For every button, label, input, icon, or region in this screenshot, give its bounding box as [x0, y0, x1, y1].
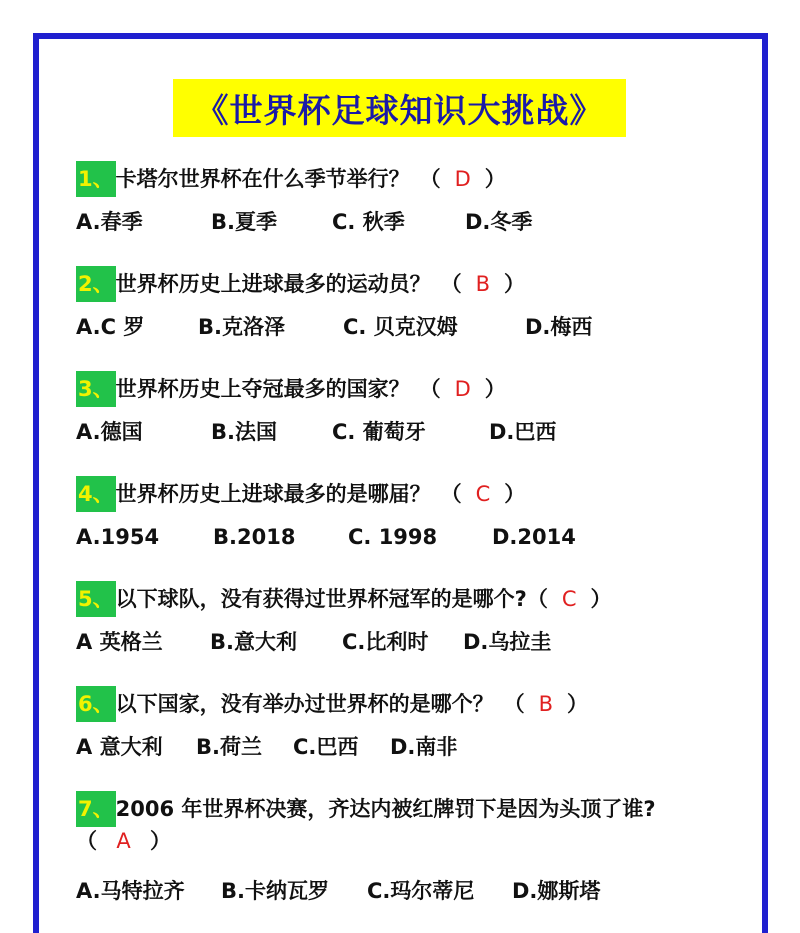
- option-b: B.夏季: [211, 210, 277, 234]
- option-b: B.卡纳瓦罗: [221, 879, 329, 903]
- option-c: C.比利时: [342, 630, 429, 654]
- question-1: [76, 164, 506, 194]
- question-number: 3、: [76, 371, 116, 407]
- paren-open: （: [526, 587, 548, 611]
- paren-close: ）: [567, 692, 589, 716]
- answer: A: [116, 829, 131, 853]
- paren-open: （: [419, 377, 441, 401]
- option-b: B.意大利: [210, 630, 297, 654]
- option-b: B.法国: [211, 420, 277, 444]
- question-3: [76, 374, 506, 404]
- question-text: 以下国家，没有举办过世界杯的是哪个？: [115, 692, 494, 716]
- question-number: 5、: [76, 581, 116, 617]
- paren-open: （: [440, 272, 462, 296]
- answer: D: [454, 167, 471, 191]
- option-d: D.乌拉圭: [463, 630, 552, 654]
- paren-close: ）: [504, 272, 526, 296]
- question-4: [76, 479, 525, 509]
- question-number: 4、: [76, 476, 116, 512]
- question-text: 世界杯历史上进球最多的运动员？: [115, 272, 431, 296]
- option-b: B.克洛泽: [198, 315, 285, 339]
- paren-close: ）: [504, 482, 526, 506]
- option-d: D.冬季: [465, 210, 533, 234]
- question-text: 2006 年世界杯决赛，齐达内被红牌罚下是因为头顶了谁?: [115, 797, 656, 821]
- option-d: D.巴西: [489, 420, 557, 444]
- option-d: D.南非: [390, 735, 458, 759]
- option-c: C.玛尔蒂尼: [367, 879, 475, 903]
- option-b: B.2018: [213, 525, 296, 549]
- question-number: 7、: [76, 791, 116, 827]
- question-7: [76, 794, 656, 824]
- option-c: C.巴西: [293, 735, 359, 759]
- option-c: C. 秋季: [332, 210, 405, 234]
- question-text: 世界杯历史上进球最多的是哪届？: [115, 482, 431, 506]
- answer: C: [475, 482, 491, 506]
- paren-open: （: [419, 167, 441, 191]
- option-c: C. 葡萄牙: [332, 420, 426, 444]
- question-7-answer-line: [76, 824, 171, 858]
- question-text: 世界杯历史上夺冠最多的国家？: [115, 377, 410, 401]
- option-a: A 英格兰: [76, 630, 163, 654]
- answer: B: [475, 272, 491, 296]
- option-a: A.C 罗: [76, 315, 145, 339]
- option-b: B.荷兰: [196, 735, 262, 759]
- option-c: C. 贝克汉姆: [343, 315, 458, 339]
- paren-close: ）: [150, 829, 171, 853]
- question-5: [76, 584, 611, 614]
- question-text: 以下球队，没有获得过世界杯冠军的是哪个?: [115, 587, 527, 611]
- page-title: 《世界杯足球知识大挑战》: [173, 79, 626, 137]
- option-d: D.梅西: [525, 315, 593, 339]
- option-a: A.德国: [76, 420, 143, 444]
- paren-close: ）: [590, 587, 612, 611]
- paren-close: ）: [484, 167, 506, 191]
- question-number: 6、: [76, 686, 116, 722]
- option-a: A.春季: [76, 210, 143, 234]
- question-2: [76, 269, 525, 299]
- option-a: A.1954: [76, 525, 160, 549]
- option-a: A.马特拉齐: [76, 879, 185, 903]
- answer: D: [454, 377, 471, 401]
- option-a: A 意大利: [76, 735, 163, 759]
- paren-close: ）: [484, 377, 506, 401]
- paren-open: （: [503, 692, 525, 716]
- question-text: 卡塔尔世界杯在什么季节举行？: [115, 167, 410, 191]
- question-6: [76, 689, 588, 719]
- option-c: C. 1998: [348, 525, 438, 549]
- answer: C: [561, 587, 577, 611]
- answer: B: [538, 692, 554, 716]
- paren-open: （: [76, 829, 97, 853]
- paren-open: （: [440, 482, 462, 506]
- option-d: D.娜斯塔: [512, 879, 601, 903]
- option-d: D.2014: [492, 525, 576, 549]
- question-number: 2、: [76, 266, 116, 302]
- question-number: 1、: [76, 161, 116, 197]
